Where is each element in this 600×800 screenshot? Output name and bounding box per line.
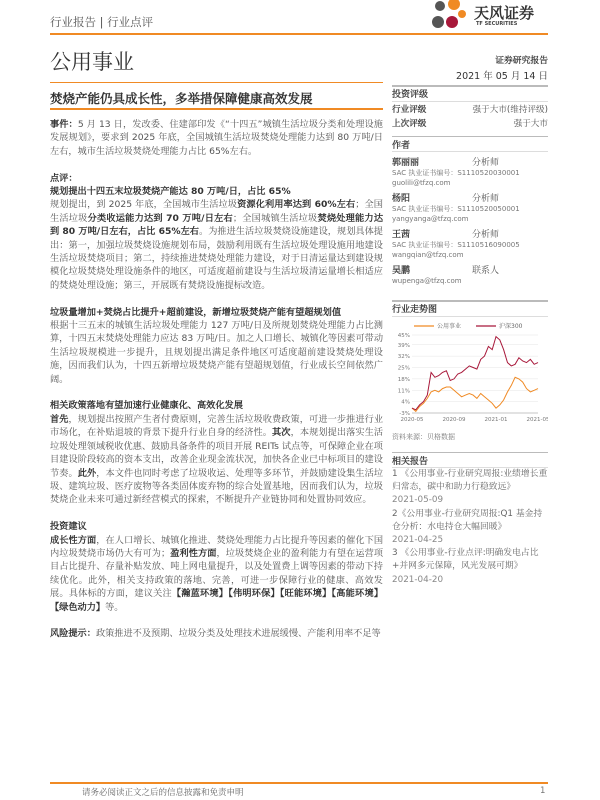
x-tick-label: 2021-05 (526, 416, 548, 423)
related-report[interactable] (392, 547, 548, 587)
disclaimer: 请务必阅读正文之后的信息披露和免责申明 (82, 788, 244, 798)
text-segment: ，本规划提出落实生活垃圾处理领域税收优惠、鼓励具备条件的项目开展 REITs 试点等，可保障企业在项目建设阶段较高的资本支出，改善企业现金流状况，加快各企业已中标项目的建设节奏。 (50, 427, 384, 479)
report-title[interactable]: 2《公用事业-行业研究周报:Q1 基金持仓分析：水电持仓大幅回暖》 (392, 508, 543, 532)
author-role: 分析师 (472, 158, 500, 168)
text-segment: 其次 (272, 427, 291, 439)
report-category: 行业报告 | 行业点评 (50, 15, 154, 29)
text-segment: 焚烧处理能力达到 80 万吨/日左右，占比 65%左右 (50, 212, 384, 238)
rating-label: 行业评级 (392, 104, 427, 115)
section-heading: 相关政策落地有望加速行业健康化、高效化发展 (50, 400, 243, 412)
legend-label: 沪深300 (499, 322, 523, 330)
report-date: 2021-04-25 (392, 535, 444, 546)
rating-section: 投资评级 (392, 90, 429, 100)
y-tick-label: 32% (397, 353, 410, 360)
author (392, 227, 548, 260)
rating-row (392, 116, 548, 130)
risk-paragraph (50, 627, 383, 640)
author-name: 杨阳 (392, 194, 411, 204)
author-email[interactable]: wangqian@tfzq.com (392, 251, 464, 259)
text-segment: ；全国生活垃圾 (50, 199, 383, 224)
chart-source: 资料来源：贝格数据 (392, 432, 455, 441)
page-title: 公用事业 (50, 50, 134, 74)
report-date: 2021 年 05 月 14 日 (456, 71, 548, 82)
authors-section: 作者 (392, 140, 411, 151)
x-tick-label: 2021-01 (484, 416, 508, 423)
footer-divider (50, 782, 548, 784)
section-heading: 垃圾量增加+焚烧占比提升+超前建设，新增垃圾焚烧产能有望超规划值 (50, 306, 342, 318)
text-segment: 等。 (105, 601, 124, 613)
text-segment: 。为推进生活垃圾焚烧设施建设，规划具体提出：第一，加强垃圾焚烧设施规划布局，鼓励利用既有生活垃圾处理设施用地建设生活垃圾焚烧项目；第二，持续推进焚烧处理能力建设，对于日清运量达到建设规模化垃圾焚烧处理设施条件的地区，可适度超前建设与生活垃圾清运量增长相适应的焚烧处理设施；第三，开展既有焚烧设施提标改造。 (50, 226, 383, 291)
x-tick-label: 2020-09 (442, 416, 466, 423)
text-segment: 【瀚蓝环境】【伟明环保】【旺能环境】【高能环境】【绿色动力】 (50, 588, 384, 613)
text-segment: ，在人口增长、城镇化推进、焚烧处理能力占比提升等因素的催化下国内垃圾焚烧市场仍大有可为； (50, 534, 384, 559)
y-tick-label: 18% (397, 376, 410, 383)
related-report[interactable] (392, 508, 548, 548)
title-divider (50, 82, 383, 83)
text-segment: 事件： (50, 119, 78, 130)
author-cert: SAC 执业证书编号：S1110516090005 (392, 241, 520, 249)
text-segment: 盈利性方面 (170, 547, 217, 559)
author-role: 分析师 (472, 230, 500, 240)
right-column (392, 53, 548, 587)
related-section: 相关报告 (392, 456, 429, 467)
rating-label: 上次评级 (392, 118, 427, 129)
brand-name: 天风证券 (474, 4, 535, 22)
paragraph (50, 413, 383, 507)
headline: 焚烧产能仍具成长性，多举措保障健康高效发展 (50, 91, 313, 106)
x-tick-label: 2020-05 (400, 416, 424, 423)
text-segment: ，规划提出按照产生者付费原则，完善生活垃圾收费政策，可进一步推进行业市场化，在补贴退坡的背景下提升行业自身的经济性。 (50, 413, 384, 439)
brand-name-en: TF SECURITIES (476, 21, 518, 27)
author (392, 191, 548, 224)
text-segment: 成长性方面 (50, 534, 97, 546)
report-title[interactable]: 3 《公用事业-行业点评:明确发电占比+并网多元保障，风光发展可期》 (392, 548, 539, 572)
rating-row (392, 102, 548, 116)
y-tick-label: 25% (397, 365, 410, 371)
event-paragraph (50, 118, 383, 158)
body (50, 118, 383, 654)
text-segment: ，垃圾焚烧企业的盈利能力有望在运营项目占比提升、存量补贴发放、吨上网电量提升，以及处置费上调等因素的带动下持续优化。此外，相关支持政策的落地、完善，可进一步保障行业的健康、高效发展。具体标的方面，建议关注 (50, 547, 384, 600)
header-divider (50, 33, 548, 35)
related-report[interactable] (392, 468, 548, 508)
comment-label: 点评： (50, 172, 78, 184)
series-line-0 (412, 377, 538, 411)
author-email[interactable]: guolili@tfzq.com (392, 179, 451, 187)
paragraph (50, 198, 383, 292)
author-list (392, 155, 548, 286)
y-tick-label: 39% (397, 342, 410, 349)
author (392, 263, 548, 286)
rating-value: 强于大市(维持评级) (472, 104, 548, 115)
paragraph (50, 534, 383, 614)
brand-logo (430, 0, 550, 32)
text-segment: ，本文件也同时考虑了垃圾收运、处理等多环节，并鼓励建设集生活垃圾、建筑垃圾、医疗废物等各类固体废弃物的综合处置基地，因而我们认为，垃圾焚烧企业未来可通过新经营模式的探索，不断提升产业链协同和处置协同效应。 (50, 467, 384, 506)
report-type: 证券研究报告 (495, 56, 548, 66)
y-tick-label: -3% (399, 410, 410, 417)
page-number: 1 (540, 786, 546, 796)
text-segment: 政策推进不及预期、垃圾分类及处理技术进展缓慢、产能利用率不足等 (95, 628, 381, 640)
author (392, 155, 548, 188)
divider (392, 151, 548, 152)
author-name: 吴鹏 (392, 266, 411, 276)
author-role: 分析师 (472, 194, 500, 204)
text-segment: 根据十三五末的城镇生活垃圾处理能力 127 万吨/日及所规划焚烧处理能力占比测算，十四五末焚烧处理能力应达 83 万吨/日。加之人口增长、城镇化等因素可带动生活垃圾规模进一步提升，且规划提出满足条件地区可适度超前建设焚烧处理设施，因而我们认为，十四五新增垃圾焚烧产能有望超规划值，行业成长空间依然广阔。 (50, 320, 384, 385)
text-segment: ；全国城镇生活垃圾 (232, 212, 318, 224)
author-email[interactable]: wupenga@tfzq.com (392, 277, 462, 285)
author-role: 联系人 (472, 266, 500, 276)
text-segment: 资源化利用率达到 60%左右 (237, 199, 356, 211)
series-line-1 (412, 336, 538, 409)
y-tick-label: 45% (397, 332, 410, 339)
legend-label: 公用事业 (437, 322, 462, 330)
author-cert: SAC 执业证书编号：S1110520050001 (392, 205, 520, 213)
paragraph (50, 319, 383, 386)
trend-section: 行业走势图 (392, 305, 438, 315)
author-name: 郭丽丽 (392, 158, 420, 168)
trend-chart (392, 317, 548, 427)
report-date: 2021-05-09 (392, 495, 444, 506)
text-segment: 5 月 13 日，发改委、住建部印发《“十四五”城镇生活垃圾分类和处理设施发展规划》，要求到 2025 年底，全国城镇生活垃圾焚烧处理能力达到 80 万吨/日左右，城市生活垃圾焚烧处理能力占比 65%左右。 (50, 119, 383, 157)
section-heading: 投资建议 (50, 521, 87, 533)
y-tick-label: 4% (401, 399, 410, 406)
author-cert: SAC 执业证书编号：S1110520030001 (392, 169, 520, 177)
text-segment: 风险提示： (50, 628, 96, 640)
y-tick-label: 11% (397, 387, 410, 394)
related-reports (392, 468, 548, 587)
text-segment: 首先 (50, 413, 69, 425)
rating-value: 强于大市 (513, 118, 548, 129)
section-heading: 规划提出十四五末垃圾焚烧产能达 80 万吨/日，占比 65% (50, 186, 291, 198)
report-date: 2021-04-20 (392, 574, 444, 585)
text-segment: 规划提出，到 2025 年底，全国城市生活垃圾 (50, 199, 238, 211)
author-email[interactable]: yangyanga@tfzq.com (392, 215, 469, 223)
report-title[interactable]: 1 《公用事业-行业研究周报:业绩增长重归常态，碳中和助力行稳致远》 (392, 469, 548, 493)
headline-divider (50, 108, 383, 110)
text-segment: 此外 (77, 467, 97, 479)
logo-icon (430, 0, 470, 32)
author-name: 王茜 (392, 230, 411, 240)
text-segment: 分类收运能力达到 70 万吨/日左右 (87, 212, 233, 224)
